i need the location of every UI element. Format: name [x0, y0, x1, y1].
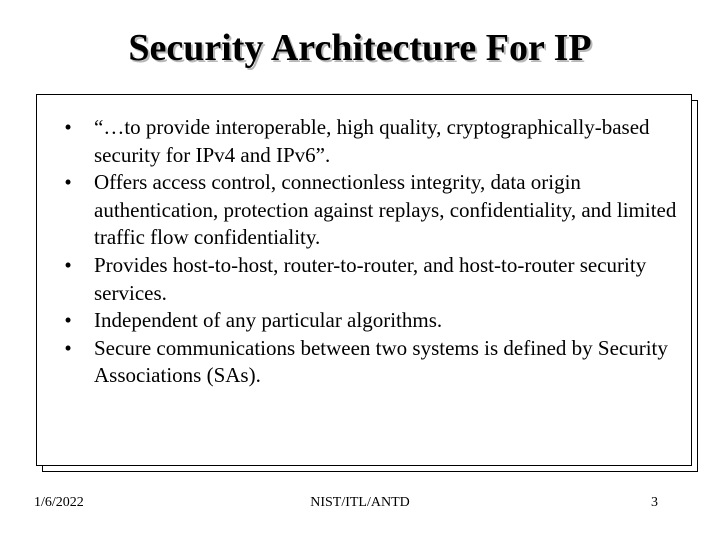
bullet-item: [58, 335, 678, 390]
footer-page-number: 3: [651, 495, 658, 510]
bullet-item: [58, 252, 678, 307]
footer-date: 1/6/2022: [34, 495, 84, 510]
bullet-icon: •: [64, 252, 72, 277]
bullet-icon: •: [64, 170, 72, 195]
bullet-icon: •: [64, 335, 72, 360]
bullet-item: [58, 114, 678, 169]
slide-title: Security Architecture For IP: [128, 27, 592, 69]
bullet-text: “…to provide interoperable, high quality, cryptographically-based security for IPv4 and IPv6”.: [94, 115, 650, 167]
bullet-icon: •: [64, 308, 72, 333]
bullet-text: Offers access control, connectionless integrity, data origin authentication, protection against replays, confidentiality, and limited traffic flow confidentiality.: [94, 170, 677, 250]
bullet-item: [58, 169, 678, 252]
bullet-text: Independent of any particular algorithms.: [94, 308, 443, 333]
bullet-text: Secure communications between two systems is defined by Security Associations (SAs).: [94, 335, 668, 388]
footer-organization: NIST/ITL/ANTD: [310, 495, 410, 510]
bullet-item: [58, 307, 678, 335]
bullet-list: [58, 114, 678, 390]
bullet-text: Provides host-to-host, router-to-router, and host-to-router security services.: [94, 252, 647, 305]
bullet-icon: •: [64, 115, 72, 139]
